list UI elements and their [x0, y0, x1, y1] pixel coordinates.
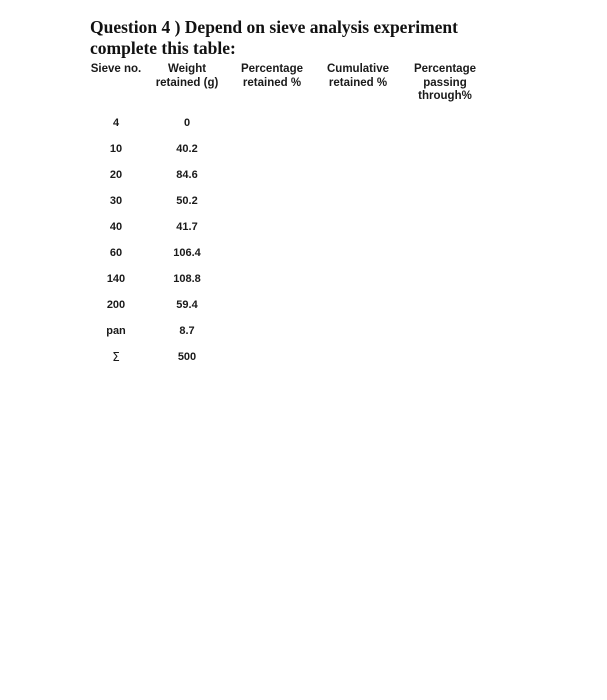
- sieve-number: 140: [106, 273, 126, 285]
- sieve-number: 20: [109, 169, 123, 181]
- header-weight-retained: Weight retained (g): [155, 63, 219, 89]
- table-row: [0, 323, 607, 339]
- table-row: [0, 193, 607, 209]
- table-row: [0, 297, 607, 313]
- table-row: [0, 271, 607, 287]
- sieve-number: 60: [109, 247, 123, 259]
- weight-retained: 59.4: [176, 299, 198, 311]
- table-row: [0, 245, 607, 261]
- weight-retained: 108.8: [173, 273, 201, 285]
- weight-retained: 50.2: [176, 195, 198, 207]
- sum-symbol: Σ: [112, 350, 120, 364]
- table-row: [0, 167, 607, 183]
- question-line-1: Question 4 ) Depend on sieve analysis experiment: [90, 17, 458, 37]
- weight-total: 500: [177, 351, 197, 363]
- weight-retained: 41.7: [176, 221, 198, 233]
- sieve-number: 10: [109, 143, 123, 155]
- table-row: [0, 219, 607, 235]
- header-percentage-retained: Percentage retained %: [240, 63, 303, 89]
- table-row: [0, 141, 607, 157]
- header-cumulative-retained: Cumulative retained %: [327, 63, 389, 89]
- table-row: [0, 115, 607, 131]
- weight-retained: 84.6: [176, 169, 198, 181]
- question-line-2: complete this table:: [90, 38, 236, 58]
- header-percentage-passing: Percentage passing through%: [413, 63, 476, 102]
- sieve-number: 200: [106, 299, 126, 311]
- table-row-total: [0, 349, 607, 365]
- sieve-number: 30: [109, 195, 123, 207]
- weight-retained: 0: [183, 117, 191, 129]
- weight-retained: 40.2: [176, 143, 198, 155]
- header-sieve-no: Sieve no.: [90, 63, 142, 75]
- sieve-number: pan: [106, 325, 126, 337]
- weight-retained: 106.4: [173, 247, 201, 259]
- sieve-number: 40: [109, 221, 123, 233]
- sieve-number: 4: [112, 117, 120, 129]
- question-text: [90, 17, 510, 59]
- weight-retained: 8.7: [179, 325, 195, 337]
